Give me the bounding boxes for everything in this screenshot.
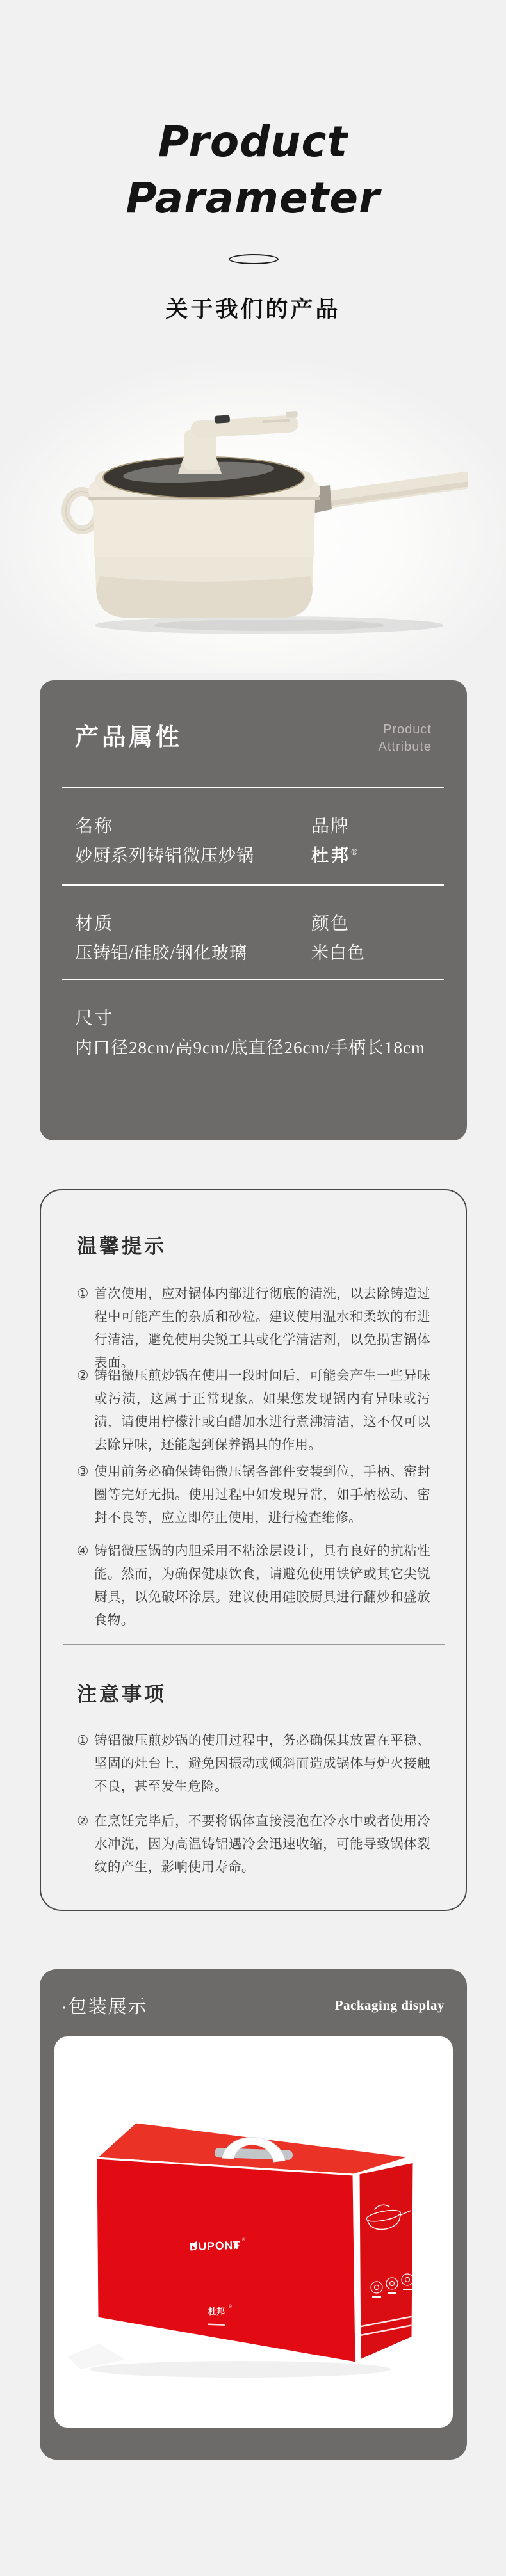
item-marker: ④: [77, 1544, 89, 1558]
attr-value-size: 内口径28cm/高9cm/底直径26cm/手柄长18cm: [75, 1038, 425, 1057]
logo-text: DUPONT: [189, 2238, 241, 2253]
lid-handle-arm: [190, 411, 299, 438]
box-front-face: [96, 2158, 356, 2363]
product-photo: [0, 346, 506, 673]
page-title: [0, 114, 506, 227]
box-brand-cn-reg: ®: [229, 2305, 233, 2309]
attributes-subtitle: Product Attribute: [378, 723, 432, 754]
divider: [62, 884, 444, 886]
warm-tip-item: ① 首次使用，应对锅体内部进行彻底的清洗，以去除铸造过程中可能产生的杂质和砂粒。建议使用温水和柔软的布进行清洁，避免使用尖锐工具或化学清洁剂，以免损害锅体表面。: [77, 1283, 430, 1375]
warm-tips-title: 温馨提示: [77, 1235, 167, 1258]
page-subtitle: 关于我们的产品: [165, 297, 341, 322]
attributes-title: 产品属性: [75, 724, 183, 751]
attr-label-material: 材质: [75, 914, 114, 934]
attr-value-brand: 杜邦®: [311, 846, 361, 865]
item-marker: ①: [77, 1287, 89, 1301]
notice-item: ① 铸铝微压煎炒锅的使用过程中，务必确保其放置在平稳、坚固的灶台上，避免因振动或倾斜而造成锅体与炉火接触不良，甚至发生危险。: [77, 1729, 430, 1798]
attr-label-name: 名称: [75, 817, 114, 836]
box-shadow: [90, 2361, 391, 2378]
tips-card: [40, 1189, 467, 1911]
page-title-line2: Parameter: [126, 173, 380, 223]
warm-tip-item: ③ 使用前务必确保铸铝微压锅各部件安装到位，手柄、密封圈等完好无损。使用过程中如发现异常，如手柄松动、密封不良等，应立即停止使用，进行检查维修。: [77, 1460, 430, 1530]
notice-item: ② 在烹饪完毕后，不要将锅体直接浸泡在冷水中或者使用冷水冲洗，因为高温铸铝遇冷会迅速收缩，可能导致锅体裂纹的产生，影响使用寿命。: [77, 1810, 430, 1879]
attr-label-brand: 品牌: [311, 817, 350, 836]
packaging-subtitle: Packaging display: [334, 1997, 445, 2013]
dupont-logo: [190, 2237, 246, 2253]
item-marker: ②: [77, 1369, 89, 1383]
packaging-photo: [54, 2036, 453, 2428]
divider: [62, 979, 444, 980]
packaging-title: ·包装展示: [61, 1997, 148, 2017]
attr-value-material: 压铸铝/硅胶/钢化玻璃: [75, 943, 248, 963]
ellipse-divider: [229, 254, 279, 264]
attr-label-size: 尺寸: [75, 1009, 114, 1028]
attr-value-color: 米白色: [311, 943, 365, 963]
packaging-card: [40, 1969, 467, 2460]
attributes-card: [40, 680, 467, 1140]
notice-title: 注意事项: [77, 1683, 167, 1706]
item-marker: ③: [77, 1465, 89, 1479]
box-illustration: [54, 2036, 453, 2428]
attr-value-name: 妙厨系列铸铝微压炒锅: [75, 846, 254, 865]
pan-illustration: [38, 346, 468, 646]
item-marker: ①: [77, 1734, 89, 1748]
divider: [63, 1644, 445, 1645]
pressure-button: [215, 415, 231, 423]
box-brand-cn: 杜邦: [208, 2307, 225, 2316]
page-title-line1: Product: [158, 117, 348, 166]
attr-label-color: 颜色: [311, 914, 350, 934]
logo-reg: ®: [242, 2238, 246, 2243]
item-marker: ②: [77, 1814, 89, 1828]
warm-tip-item: ② 铸铝微压煎炒锅在使用一段时间后，可能会产生一些异味或污渍，这属于正常现象。如果您发现锅内有异味或污渍，请使用柠檬汁或白醋加水进行煮沸清洁，这不仅可以去除异味，还能起到保养锅具的作用。: [77, 1364, 430, 1457]
pan-long-handle: [319, 470, 468, 509]
warm-tip-item: ④ 铸铝微压锅的内胆采用不粘涂层设计，具有良好的抗粘性能。然而，为确保健康饮食，请避免使用铁铲或其它尖锐厨具，以免破坏涂层。建议使用硅胶厨具进行翻炒和盛放食物。: [77, 1540, 430, 1632]
divider: [62, 787, 444, 788]
